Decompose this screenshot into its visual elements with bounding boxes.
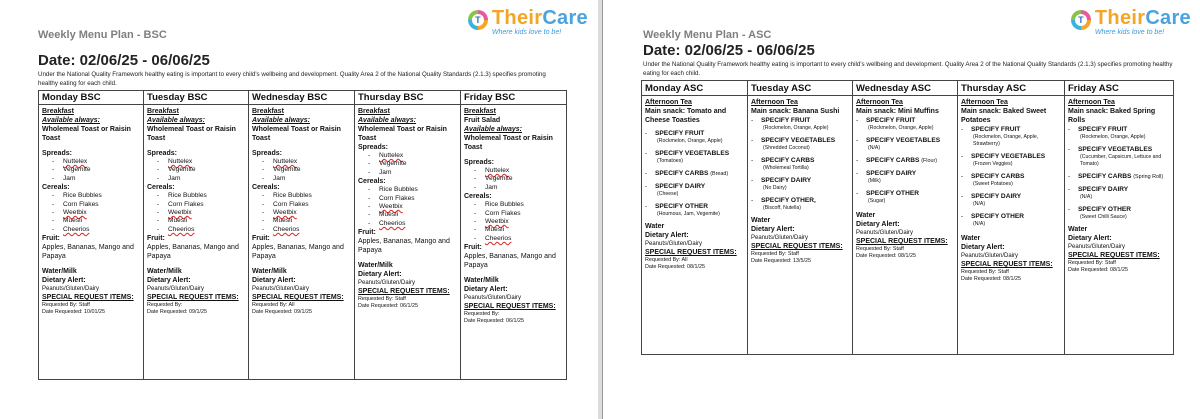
day-cell-thursday: Afternoon Tea Main snack: Baked Sweet Potatoes - SPECIFY FRUIT (Rockmelon, Orange, Apple, Strawberry) - SPECIFY VEGETABLES (Frozen Veggies) - SPECIFY CARBS (Sweet Potatoes) - SPECIFY DAIRY (N/A) - SPECIFY OTHER (N/A) Water Dietary Alert: Peanuts/Gluten/Dairy SPECIAL REQUEST ITEMS: Requested By: Staff Date Requested: 08/1/25	[958, 96, 1065, 355]
theircare-badge-icon: T	[1071, 10, 1091, 30]
day-cell-friday: Breakfast Fruit Salad Available always: Wholemeal Toast or Raisin Toast Spreads: - Nuttelex - Vegemite - Jam Cereals: - Rice Bubbles - Corn Flakes - Weetbix - Muesli - Cheerios Fruit: Apples, Bananas, Mango and Papaya Water/Milk Dietary Alert: Peanuts/Gluten/Dairy SPECIAL REQUEST ITEMS: Requested By: Date Requested: 06/1/25	[461, 105, 567, 380]
day-cell-wednesday: Breakfast Available always: Wholemeal Toast or Raisin Toast Spreads: - Nuttelex - Vegemite - Jam Cereals: - Rice Bubbles - Corn Flakes - Weetbix - Muesli - Cheerios Fruit: Apples, Bananas, Mango and Papaya Water/Milk Dietary Alert: Peanuts/Gluten/Dairy SPECIAL REQUEST ITEMS: Requested By: All Date Requested: 09/1/25	[249, 105, 355, 380]
day-cell-monday: Afternoon Tea Main snack: Tomato and Cheese Toasties - SPECIFY FRUIT (Rockmelon, Orange, Apple) - SPECIFY VEGETABLES (Tomatoes) - SPECIFY CARBS (Bread) - SPECIFY DAIRY (Cheese) - SPECIFY OTHER (Houmous, Jam, Vegemite) Water Dietary Alert: Peanuts/Gluten/Dairy SPECIAL REQUEST ITEMS: Requested By: All Date Requested: 08/1/25	[642, 96, 748, 355]
day-header: Thursday ASC	[958, 81, 1065, 96]
day-header: Monday ASC	[642, 81, 748, 96]
day-header: Monday BSC	[39, 91, 144, 105]
day-header: Friday ASC	[1065, 81, 1174, 96]
theircare-logo: T TheirCare Where kids love to be!	[1071, 8, 1191, 36]
asc-menu-table	[641, 80, 1174, 355]
nqf-note: Under the National Quality Framework healthy eating is important to every child's wellbeing and development. Quality Area 2 of the National Quality Standards (2.1.3) specifies promoting healthy eating for each child.	[38, 71, 546, 87]
day-cell-tuesday: Breakfast Available always: Wholemeal Toast or Raisin Toast Spreads: - Nuttelex - Vegemite - Jam Cereals: - Rice Bubbles - Corn Flakes - Weetbix - Muesli - Cheerios Fruit: Apples, Bananas, Mango and Papaya Water/Milk Dietary Alert: Peanuts/Gluten/Dairy SPECIAL REQUEST ITEMS: Requested By: Date Requested: 09/1/25	[144, 105, 249, 380]
day-cell-tuesday: Afternoon Tea Main snack: Banana Sushi - SPECIFY FRUIT (Rockmelon, Orange, Apple) - SPECIFY VEGETABLES (Shredded Coconut) - SPECIFY CARBS (Wholemeal Tortilla) - SPECIFY DAIRY (No Dairy) - SPECIFY OTHER, (Biscoff, Nutella) Water Dietary Alert: Peanuts/Gluten/Dairy SPECIAL REQUEST ITEMS: Requested By: Staff Date Requested: 13/5/25	[748, 96, 853, 355]
day-header: Tuesday BSC	[144, 91, 249, 105]
day-header: Wednesday BSC	[249, 91, 355, 105]
day-header: Tuesday ASC	[748, 81, 853, 96]
date-range: Date: 02/06/25 - 06/06/25	[38, 52, 210, 69]
day-cell-wednesday: Afternoon Tea Main snack: Mini Muffins - SPECIFY FRUIT (Rockmelon, Orange, Apple) - SPECIFY VEGETABLES (N/A) - SPECIFY CARBS (Flour) - SPECIFY DAIRY (Milk) - SPECIFY OTHER (Sugar) Water Dietary Alert: Peanuts/Gluten/Dairy SPECIAL REQUEST ITEMS: Requested By: Staff Date Requested: 08/1/25	[853, 96, 958, 355]
day-header: Wednesday ASC	[853, 81, 958, 96]
theircare-badge-icon: T	[468, 10, 488, 30]
date-range: Date: 02/06/25 - 06/06/25	[643, 42, 815, 59]
asc-menu-page	[602, 0, 1200, 419]
page-title: Weekly Menu Plan - ASC	[643, 29, 772, 41]
day-cell-thursday: Breakfast Available always: Wholemeal Toast or Raisin Toast Spreads: - Nuttelex - Vegemite - Jam Cereals: - Rice Bubbles - Corn Flakes - Weetbix - Muesli - Cheerios Fruit: Apples, Bananas, Mango and Papaya Water/Milk Dietary Alert: Peanuts/Gluten/Dairy SPECIAL REQUEST ITEMS: Requested By: Staff Date Requested: 06/1/25	[355, 105, 461, 380]
day-cell-monday: Breakfast Available always: Wholemeal Toast or Raisin Toast Spreads: - Nuttelex - Vegemite - Jam Cereals: - Rice Bubbles - Corn Flakes - Weetbix - Muesli - Cheerios Fruit: Apples, Bananas, Mango and Papaya Water/Milk Dietary Alert: Peanuts/Gluten/Dairy SPECIAL REQUEST ITEMS: Requested By: Staff Date Requested: 10/01/25	[39, 105, 144, 380]
day-header: Friday BSC	[461, 91, 567, 105]
bsc-menu-table	[38, 90, 567, 380]
page-title: Weekly Menu Plan - BSC	[38, 29, 167, 41]
day-cell-friday: Afternoon Tea Main snack: Baked Spring Rolls - SPECIFY FRUIT (Rockmelon, Orange, Apple) - SPECIFY VEGETABLES (Cucumber, Capsicum, Lettuce and Tomato) - SPECIFY CARBS (Spring Roll) - SPECIFY DAIRY (N/A) - SPECIFY OTHER (Sweet Chilli Sauce) Water Dietary Alert: Peanuts/Gluten/Dairy SPECIAL REQUEST ITEMS: Requested By: Staff Date Requested: 08/1/25	[1065, 96, 1174, 355]
bsc-menu-page	[0, 0, 599, 419]
nqf-note: Under the National Quality Framework healthy eating is important to every child's wellbeing and development. Quality Area 2 of the National Quality Standards (2.1.3) specifies promoting healthy eating for each child.	[643, 61, 1173, 77]
theircare-logo: T TheirCare Where kids love to be!	[468, 8, 588, 36]
day-header: Thursday BSC	[355, 91, 461, 105]
